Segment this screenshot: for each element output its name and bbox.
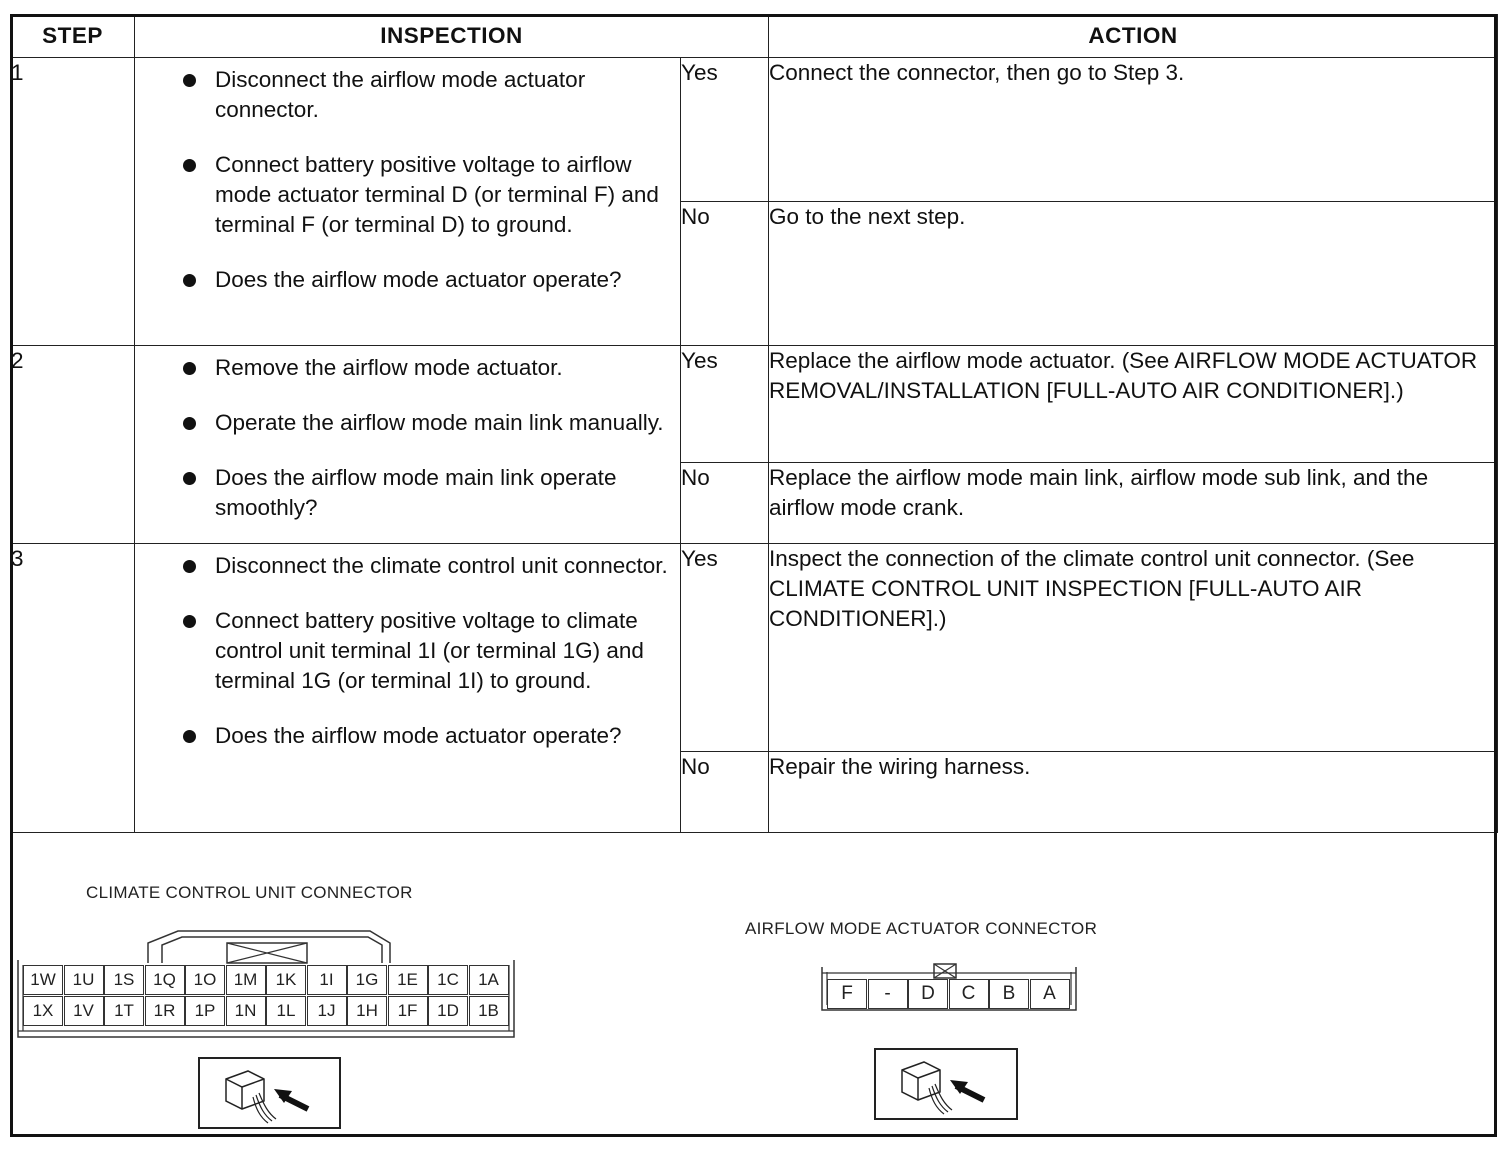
actuator-pin: A [1030,979,1070,1009]
climate-pin-1f: 1F [388,996,428,1026]
climate-pin-1d: 1D [428,996,468,1026]
step-number: 2 [11,346,135,544]
connector-disconnect-icon [874,1048,1018,1120]
no-label: No [681,202,769,346]
climate-pin-1v: 1V [64,996,104,1026]
climate-pin-1x: 1X [23,996,63,1026]
climate-pin-1q: 1Q [145,965,185,995]
list-item: Disconnect the climate control unit connector. [135,551,670,581]
climate-pin-1c: 1C [428,965,468,995]
list-item: Does the airflow mode actuator operate? [135,721,670,751]
connector-disconnect-icon [198,1057,341,1129]
connector-diagrams [10,875,1497,1137]
actuator-pin: C [949,979,989,1009]
list-item: Does the airflow mode main link operate smoothly? [135,463,670,523]
climate-pin-1e: 1E [388,965,428,995]
yes-label: Yes [681,58,769,202]
climate-pin-1k: 1K [266,965,306,995]
climate-pin-1u: 1U [64,965,104,995]
header-inspection: INSPECTION [135,15,769,58]
climate-pin-1i: 1I [307,965,347,995]
climate-pin-1p: 1P [185,996,225,1026]
step-number: 1 [11,58,135,346]
actuator-pin: B [989,979,1029,1009]
climate-pin-1j: 1J [307,996,347,1026]
climate-pin-1b: 1B [469,996,509,1026]
yes-action: Replace the airflow mode actuator. (See AIRFLOW MODE ACTUATOR REMOVAL/INSTALLATION [FULL-AUTO AIR CONDITIONER].) [769,346,1498,463]
actuator-pin: F [827,979,867,1009]
actuator-pin: D [908,979,948,1009]
header-step: STEP [11,15,135,58]
yes-action: Inspect the connection of the climate control unit connector. (See CLIMATE CONTROL UNIT INSPECTION [FULL-AUTO AIR CONDITIONER].) [769,544,1498,752]
climate-pin-1r: 1R [145,996,185,1026]
climate-pin-1n: 1N [226,996,266,1026]
climate-pin-1l: 1L [266,996,306,1026]
no-action: Replace the airflow mode main link, airflow mode sub link, and the airflow mode crank. [769,463,1498,544]
actuator-pin: - [868,979,908,1009]
step-number: 3 [11,544,135,833]
no-action: Repair the wiring harness. [769,752,1498,833]
climate-pin-1m: 1M [226,965,266,995]
list-item: Connect battery positive voltage to airflow mode actuator terminal D (or terminal F) and terminal F (or terminal D) to ground. [135,150,670,240]
header-action: ACTION [769,15,1498,58]
no-action: Go to the next step. [769,202,1498,346]
climate-pin-1h: 1H [347,996,387,1026]
climate-pin-1s: 1S [104,965,144,995]
climate-pin-1t: 1T [104,996,144,1026]
yes-label: Yes [681,346,769,463]
no-label: No [681,463,769,544]
list-item: Remove the airflow mode actuator. [135,353,670,383]
climate-connector-caption: CLIMATE CONTROL UNIT CONNECTOR [86,883,413,902]
list-item: Operate the airflow mode main link manually. [135,408,670,438]
yes-label: Yes [681,544,769,752]
list-item: Connect battery positive voltage to climate control unit terminal 1I (or terminal 1G) and terminal 1G (or terminal 1I) to ground. [135,606,670,696]
list-item: Does the airflow mode actuator operate? [135,265,670,295]
climate-pin-1g: 1G [347,965,387,995]
climate-pin-1w: 1W [23,965,63,995]
actuator-connector-caption: AIRFLOW MODE ACTUATOR CONNECTOR [745,919,1098,938]
no-label: No [681,752,769,833]
climate-pin-1o: 1O [185,965,225,995]
yes-action: Connect the connector, then go to Step 3. [769,58,1498,202]
list-item: Disconnect the airflow mode actuator connector. [135,65,670,125]
climate-pin-1a: 1A [469,965,509,995]
